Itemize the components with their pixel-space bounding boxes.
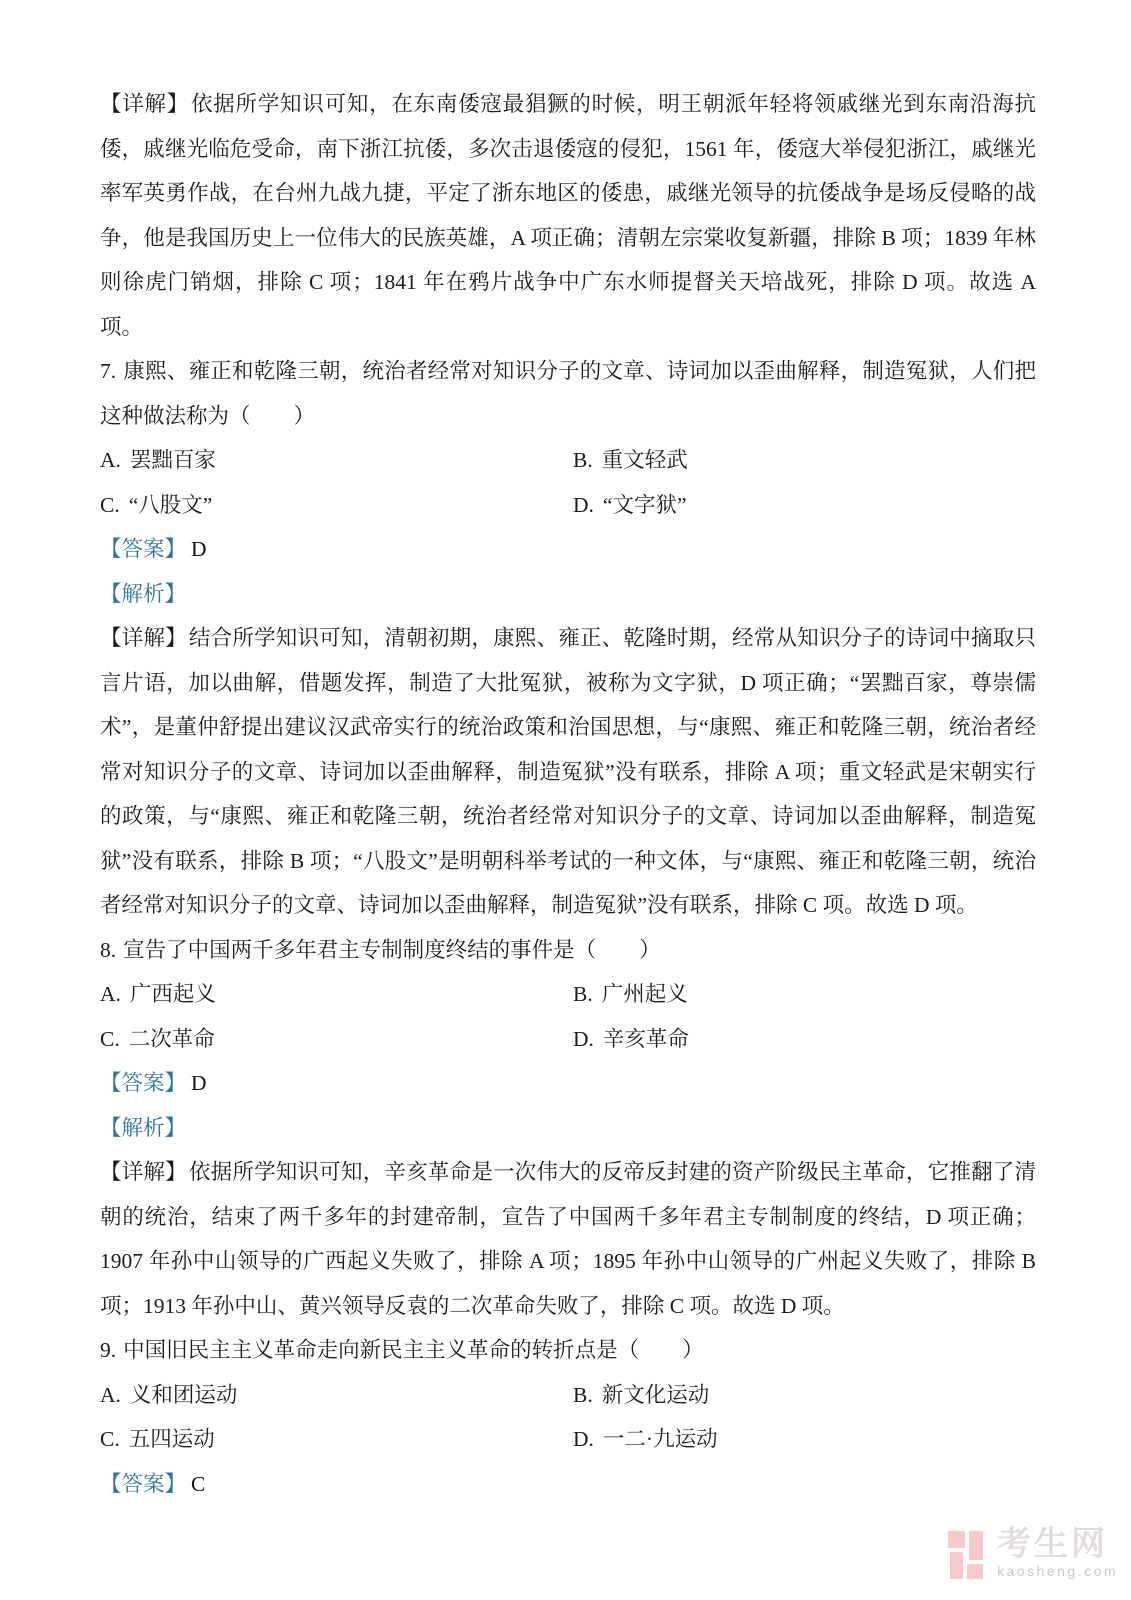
question-number: 9. bbox=[100, 1338, 117, 1362]
option-text: 广州起义 bbox=[601, 982, 688, 1006]
option-key: B. bbox=[573, 448, 593, 472]
option-key: A. bbox=[100, 1382, 121, 1407]
detail-label: 【详解】 bbox=[100, 626, 187, 650]
option-key: D. bbox=[573, 1427, 594, 1451]
option-key: D. bbox=[573, 492, 594, 517]
detail-label: 【详解】 bbox=[100, 1160, 187, 1184]
option-text: 义和团运动 bbox=[129, 1382, 238, 1407]
answer-label: 【答案】 bbox=[100, 1471, 187, 1496]
option-d bbox=[573, 1017, 1036, 1062]
analysis-label: 【解析】 bbox=[100, 1115, 187, 1140]
question-7-detail-paragraph bbox=[100, 616, 1036, 928]
option-key: B. bbox=[573, 982, 593, 1006]
question-stem-text: 宣告了中国两千多年君主专制制度终结的事件是（ ） bbox=[123, 937, 661, 962]
question-7-answer-line bbox=[100, 527, 1036, 572]
option-a bbox=[100, 972, 573, 1017]
detail-label: 【详解】 bbox=[100, 92, 190, 116]
question-8-stem bbox=[100, 928, 1036, 973]
answer-label: 【答案】 bbox=[100, 537, 187, 561]
option-c bbox=[100, 483, 573, 528]
answer-label: 【答案】 bbox=[100, 1071, 187, 1095]
option-key: C. bbox=[100, 1026, 120, 1051]
option-text: 二次革命 bbox=[128, 1026, 215, 1051]
answer-value: D bbox=[191, 1071, 207, 1095]
option-text: 一二·九运动 bbox=[602, 1427, 718, 1451]
question-9-stem bbox=[100, 1328, 1036, 1373]
option-key: D. bbox=[573, 1026, 594, 1051]
watermark-text-block bbox=[997, 1527, 1118, 1579]
option-c bbox=[100, 1017, 573, 1062]
question-stem-text: 中国旧民主主义革命走向新民主主义革命的转折点是（ ） bbox=[123, 1338, 704, 1362]
question-stem-text: 康熙、雍正和乾隆三朝，统治者经常对知识分子的文章、诗词加以歪曲解释，制造冤狱，人们把这种做法称为（ ） bbox=[100, 359, 1036, 428]
question-9-options bbox=[100, 1373, 1036, 1462]
explanation-text: 依据所学知识可知，在东南倭寇最猖獗的时候，明王朝派年轻将领戚继光到东南沿海抗倭，戚继光临危受命，南下浙江抗倭，多次击退倭寇的侵犯，1561 年，倭寇大举侵犯浙江，戚继光率军英勇作战，在台州九战九捷，平定了浙东地区的倭患，戚继光领导的抗倭战争是场反侵略的战争，他是我国历史上一位伟大的民族英雄，A 项正确；清朝左宗棠收复新疆，排除 B 项；1839 年林则徐虎门销烟，排除 C 项；1841 年在鸦片战争中广东水师提督关天培战死，排除 D 项。故选 A 项。 bbox=[100, 92, 1036, 339]
kaosheng-watermark bbox=[948, 1527, 1118, 1581]
option-text: 辛亥革命 bbox=[602, 1026, 689, 1051]
option-a bbox=[100, 438, 573, 483]
question-7-stem bbox=[100, 349, 1036, 438]
option-key: A. bbox=[100, 982, 121, 1006]
option-d bbox=[573, 1417, 1036, 1462]
watermark-site-url: kaosheng.com bbox=[997, 1563, 1119, 1579]
option-text: 广西起义 bbox=[129, 982, 216, 1006]
question-8-detail-paragraph bbox=[100, 1150, 1036, 1328]
question-8-analysis-line bbox=[100, 1106, 1036, 1151]
option-text: 新文化运动 bbox=[601, 1382, 710, 1407]
exam-page bbox=[100, 82, 1036, 1506]
explanation-paragraph-q6 bbox=[100, 82, 1036, 349]
question-7-analysis-line bbox=[100, 572, 1036, 617]
watermark-site-name: 考生网 bbox=[997, 1525, 1108, 1563]
option-text: “文字狱” bbox=[602, 492, 687, 517]
option-text: 罢黜百家 bbox=[129, 448, 216, 472]
option-key: C. bbox=[100, 1427, 120, 1451]
analysis-label: 【解析】 bbox=[100, 581, 187, 606]
option-d bbox=[573, 483, 1036, 528]
option-key: A. bbox=[100, 448, 121, 472]
option-b bbox=[573, 1373, 1036, 1418]
question-8-answer-line bbox=[100, 1061, 1036, 1106]
answer-value: C bbox=[191, 1471, 206, 1496]
option-c bbox=[100, 1417, 573, 1462]
option-b bbox=[573, 972, 1036, 1017]
question-number: 8. bbox=[100, 937, 117, 962]
question-7-options bbox=[100, 438, 1036, 527]
option-b bbox=[573, 438, 1036, 483]
option-key: B. bbox=[573, 1382, 593, 1407]
kaosheng-logo-icon bbox=[948, 1531, 985, 1581]
option-text: 五四运动 bbox=[128, 1427, 215, 1451]
option-a bbox=[100, 1373, 573, 1418]
detail-text: 依据所学知识可知，辛亥革命是一次伟大的反帝反封建的资产阶级民主革命，它推翻了清朝的统治，结束了两千多年的封建帝制，宣告了中国两千多年君主专制制度的终结，D 项正确；1907 年孙中山领导的广西起义失败了，排除 A 项；1895 年孙中山领导的广州起义失败了，排除 B 项；1913 年孙中山、黄兴领导反袁的二次革命失败了，排除 C 项。故选 D 项。 bbox=[100, 1160, 1036, 1318]
answer-value: D bbox=[191, 537, 207, 561]
option-key: C. bbox=[100, 492, 120, 517]
detail-text: 结合所学知识可知，清朝初期，康熙、雍正、乾隆时期，经常从知识分子的诗词中摘取只言片语，加以曲解，借题发挥，制造了大批冤狱，被称为文字狱，D 项正确；“罢黜百家，尊崇儒术”，是董仲舒提出建议汉武帝实行的统治政策和治国思想，与“康熙、雍正和乾隆三朝，统治者经常对知识分子的文章、诗词加以歪曲解释，制造冤狱”没有联系，排除 A 项；重文轻武是宋朝实行的政策，与“康熙、雍正和乾隆三朝，统治者经常对知识分子的文章、诗词加以歪曲解释，制造冤狱”没有联系，排除 B 项；“八股文”是明朝科举考试的一种文体，与“康熙、雍正和乾隆三朝，统治者经常对知识分子的文章、诗词加以歪曲解释，制造冤狱”没有联系，排除 C 项。故选 D 项。 bbox=[100, 626, 1036, 917]
question-8-options bbox=[100, 972, 1036, 1061]
option-text: 重文轻武 bbox=[601, 448, 688, 472]
question-number: 7. bbox=[100, 359, 117, 383]
option-text: “八股文” bbox=[128, 492, 213, 517]
question-9-answer-line bbox=[100, 1462, 1036, 1507]
